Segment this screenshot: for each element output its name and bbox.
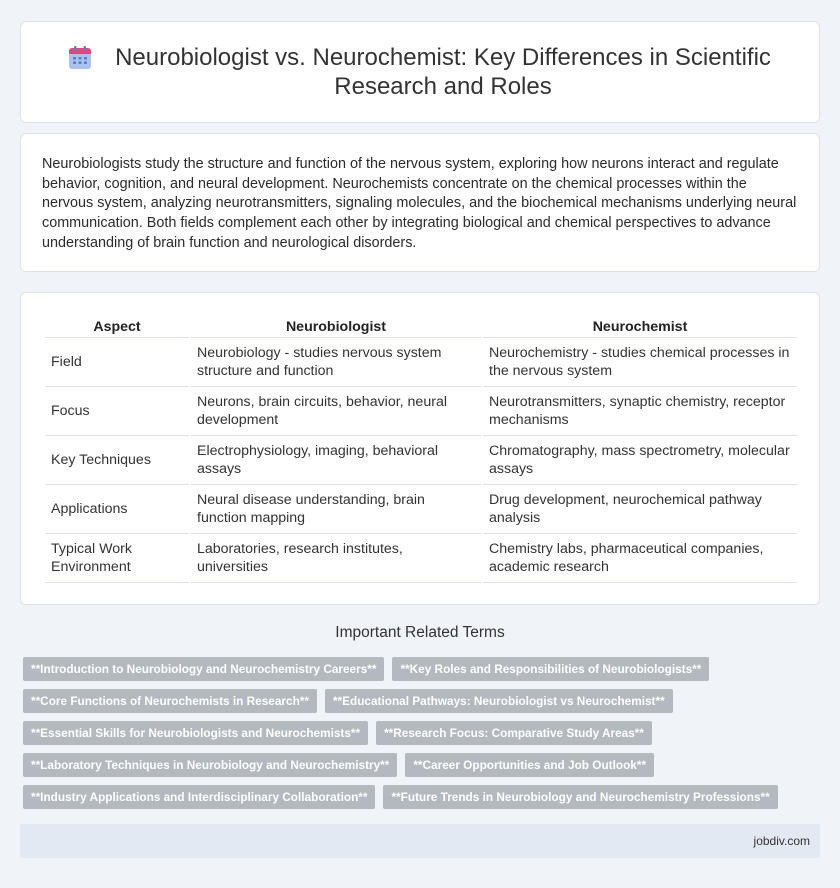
header-neurochemist: Neurochemist bbox=[483, 315, 797, 338]
header-neurobiologist: Neurobiologist bbox=[191, 315, 481, 338]
related-terms-title: Important Related Terms bbox=[335, 624, 505, 641]
related-term-tag[interactable]: **Research Focus: Comparative Study Areas** bbox=[376, 721, 652, 745]
comparison-card bbox=[20, 292, 820, 605]
related-term-tag[interactable]: **Industry Applications and Interdisciplinary Collaboration** bbox=[23, 785, 375, 809]
table-cell-neurobiologist: Electrophysiology, imaging, behavioral assays bbox=[191, 436, 481, 485]
table-cell-aspect: Typical Work Environment bbox=[45, 534, 189, 583]
table-cell-neurobiologist: Neural disease understanding, brain function mapping bbox=[191, 485, 481, 534]
related-term-tag[interactable]: **Laboratory Techniques in Neurobiology and Neurochemistry** bbox=[23, 753, 397, 777]
header-aspect: Aspect bbox=[45, 315, 189, 338]
table-cell-neurobiologist: Neurons, brain circuits, behavior, neural development bbox=[191, 387, 481, 436]
table-row bbox=[45, 436, 797, 485]
table-cell-neurobiologist: Laboratories, research institutes, universities bbox=[191, 534, 481, 583]
intro-text: Neurobiologists study the structure and function of the nervous system, exploring how neurons interact and regulate behavior, cognition, and neural development. Neurochemists concentrate on the chemical processes within the nervous system, analyzing neurotransmitters, signaling molecules, and the biochemical mechanisms underlying neural communication. Both fields complement each other by integrating biological and chemical perspectives to advance understanding of brain function and neurological disorders. bbox=[42, 156, 797, 251]
header-card bbox=[20, 21, 820, 123]
related-term-tag[interactable]: **Core Functions of Neurochemists in Research** bbox=[23, 689, 317, 713]
related-term-tag[interactable]: **Career Opportunities and Job Outlook** bbox=[405, 753, 654, 777]
calendar-icon bbox=[67, 45, 93, 71]
table-cell-neurochemist: Chromatography, mass spectrometry, molecular assays bbox=[483, 436, 797, 485]
related-terms-list bbox=[23, 657, 803, 809]
table-cell-neurobiologist: Neurobiology - studies nervous system structure and function bbox=[191, 338, 481, 387]
related-term-tag[interactable]: **Future Trends in Neurobiology and Neurochemistry Professions** bbox=[383, 785, 777, 809]
table-cell-neurochemist: Chemistry labs, pharmaceutical companies, academic research bbox=[483, 534, 797, 583]
table-row bbox=[45, 338, 797, 387]
table-cell-aspect: Applications bbox=[45, 485, 189, 534]
page-title: Neurobiologist vs. Neurochemist: Key Differences in Scientific Research and Roles bbox=[115, 44, 771, 100]
table-row bbox=[45, 387, 797, 436]
footer bbox=[20, 824, 820, 858]
table-header-row bbox=[45, 315, 797, 338]
intro-card bbox=[20, 133, 820, 272]
related-term-tag[interactable]: **Educational Pathways: Neurobiologist vs Neurochemist** bbox=[325, 689, 673, 713]
footer-site-link[interactable]: jobdiv.com bbox=[753, 834, 810, 848]
table-cell-neurochemist: Neurochemistry - studies chemical processes in the nervous system bbox=[483, 338, 797, 387]
table-row bbox=[45, 485, 797, 534]
related-term-tag[interactable]: **Introduction to Neurobiology and Neurochemistry Careers** bbox=[23, 657, 384, 681]
related-term-tag[interactable]: **Key Roles and Responsibilities of Neurobiologists** bbox=[392, 657, 709, 681]
table-cell-neurochemist: Drug development, neurochemical pathway analysis bbox=[483, 485, 797, 534]
table-cell-aspect: Focus bbox=[45, 387, 189, 436]
table-cell-neurochemist: Neurotransmitters, synaptic chemistry, receptor mechanisms bbox=[483, 387, 797, 436]
table-row bbox=[45, 534, 797, 583]
table-cell-aspect: Key Techniques bbox=[45, 436, 189, 485]
related-term-tag[interactable]: **Essential Skills for Neurobiologists and Neurochemists** bbox=[23, 721, 368, 745]
comparison-table bbox=[43, 315, 799, 583]
table-cell-aspect: Field bbox=[45, 338, 189, 387]
